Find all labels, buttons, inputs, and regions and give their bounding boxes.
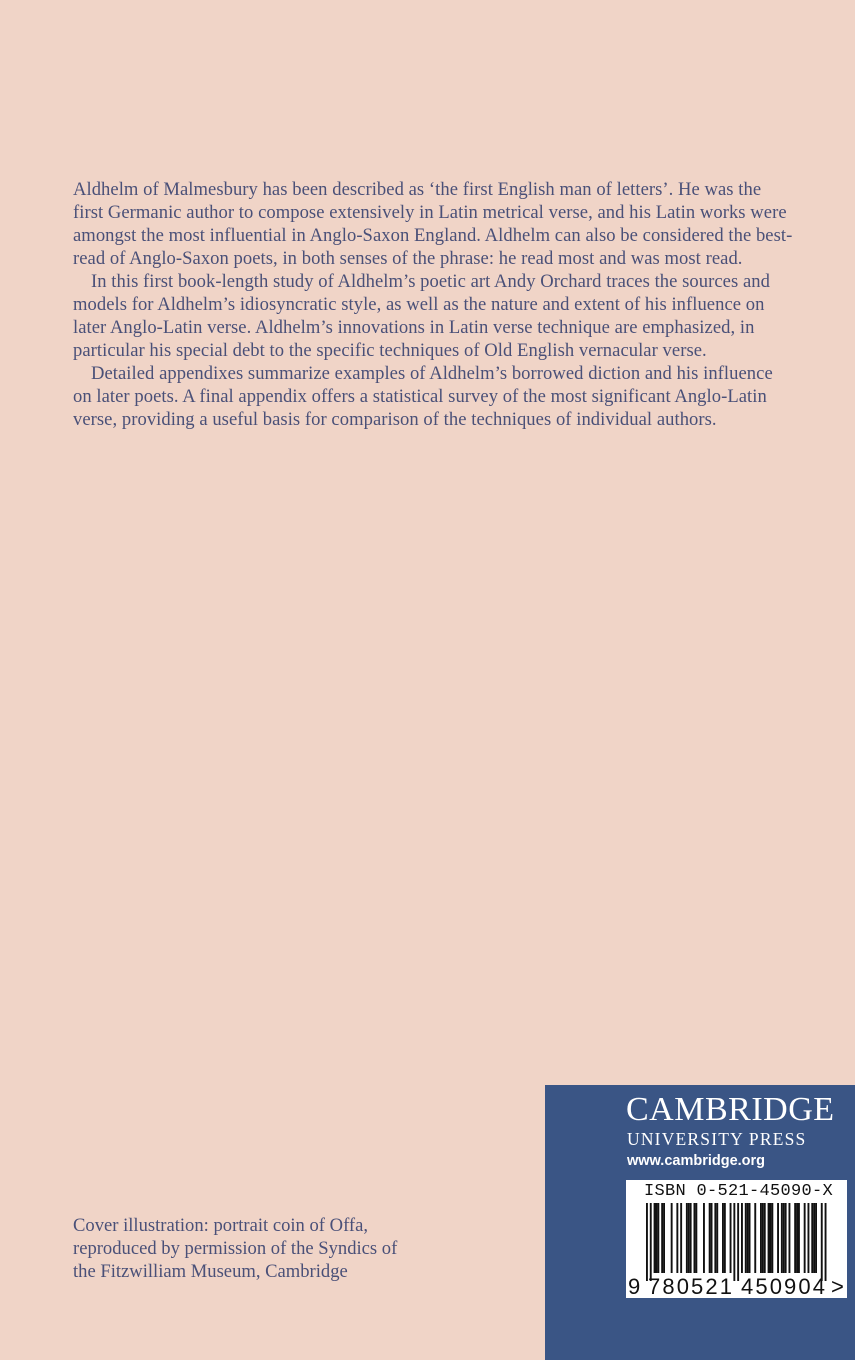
barcode-bar (733, 1203, 735, 1281)
barcode-bar (811, 1203, 813, 1273)
barcode-bar (825, 1203, 827, 1281)
barcode-bar (762, 1203, 764, 1273)
barcode-bar (646, 1203, 648, 1281)
barcode-bar (794, 1203, 796, 1273)
barcode-bars (646, 1203, 827, 1281)
cover-illustration-credit (73, 1214, 453, 1283)
barcode-bar (703, 1203, 705, 1273)
publisher-logo-subtitle: UNIVERSITY PRESS (627, 1129, 807, 1149)
barcode-bar (690, 1203, 692, 1273)
book-description (73, 178, 793, 431)
publisher-website: www.cambridge.org (627, 1153, 766, 1169)
barcode-bar (770, 1203, 772, 1273)
barcode-bar (745, 1203, 747, 1273)
publisher-panel (545, 1085, 855, 1360)
barcode-bar (671, 1203, 673, 1273)
isbn-barcode (626, 1180, 847, 1298)
barcode-bar (764, 1203, 766, 1273)
barcode-bar (741, 1203, 743, 1273)
barcode-bar (754, 1203, 756, 1273)
barcode-bar (680, 1203, 682, 1273)
barcode-bar (813, 1203, 815, 1273)
barcode-bar (686, 1203, 688, 1273)
barcode-bar (785, 1203, 787, 1273)
barcode-bar (815, 1203, 817, 1273)
barcode-bar (737, 1203, 739, 1281)
barcode-bar (709, 1203, 711, 1273)
barcode-bar (781, 1203, 783, 1273)
barcode-bar (714, 1203, 716, 1273)
barcode-bar (716, 1203, 718, 1273)
barcode-bar (654, 1203, 656, 1273)
isbn-label: ISBN 0-521-45090-X (644, 1182, 834, 1201)
credit-line-3: the Fitzwilliam Museum, Cambridge (73, 1261, 348, 1282)
barcode-bar (661, 1203, 663, 1273)
barcode-bar (650, 1203, 652, 1281)
barcode-bar (695, 1203, 697, 1273)
description-paragraph-1: Aldhelm of Malmesbury has been described as ‘the first English man of letters’. He was the first Germanic author to compose extensively in Latin metrical verse, and his Latin works were amongst the most influential in Anglo-Saxon England. Aldhelm can also be considered the best-read of Anglo-Saxon poets, in both senses of the phrase: he read most and was most read. (73, 179, 793, 269)
barcode-bar (749, 1203, 751, 1273)
barcode-bar (821, 1203, 823, 1281)
barcode-bar (808, 1203, 810, 1273)
barcode-end-mark: > (831, 1274, 844, 1298)
description-paragraph-3: Detailed appendixes summarize examples of Aldhelm’s borrowed diction and his influence on later poets. A final appendix offers a statistical survey of the most significant Anglo-Latin verse, providing a useful basis for comparison of the techniques of individual authors. (73, 363, 773, 430)
barcode-bar (676, 1203, 678, 1273)
barcode-bar (657, 1203, 659, 1273)
barcode-graphic (626, 1203, 847, 1298)
barcode-bar (724, 1203, 726, 1273)
barcode-right-digits: 450904 (741, 1274, 825, 1298)
barcode-bar (768, 1203, 770, 1273)
barcode-bar (783, 1203, 785, 1273)
barcode-bar (777, 1203, 779, 1273)
barcode-bar (694, 1203, 696, 1273)
barcode-bar (760, 1203, 762, 1273)
barcode-bar (771, 1203, 773, 1273)
barcode-bar (796, 1203, 798, 1273)
description-paragraph-2: In this first book-length study of Aldhelm’s poetic art Andy Orchard traces the sources and models for Aldhelm’s idiosyncratic style, as well as the nature and extent of his influence on later Anglo-Latin verse. Aldhelm’s innovations in Latin verse technique are emphasized, in particular his special debt to the specific techniques of Old English vernacular verse. (73, 271, 770, 361)
barcode-bar (722, 1203, 724, 1273)
barcode-bar (747, 1203, 749, 1273)
barcode-bar (663, 1203, 665, 1273)
barcode-lead-digit: 9 (628, 1274, 641, 1298)
credit-line-2: reproduced by permission of the Syndics of (73, 1238, 398, 1259)
barcode-bar (730, 1203, 732, 1273)
credit-line-1: Cover illustration: portrait coin of Offa, (73, 1215, 369, 1236)
barcode-bar (711, 1203, 713, 1273)
barcode-bar (688, 1203, 690, 1273)
barcode-bar (656, 1203, 658, 1273)
publisher-logo-name: CAMBRIDGE (626, 1091, 835, 1128)
barcode-bar (798, 1203, 800, 1273)
barcode-bar (789, 1203, 791, 1273)
barcode-bar (804, 1203, 806, 1273)
barcode-left-digits: 780521 (648, 1274, 732, 1298)
